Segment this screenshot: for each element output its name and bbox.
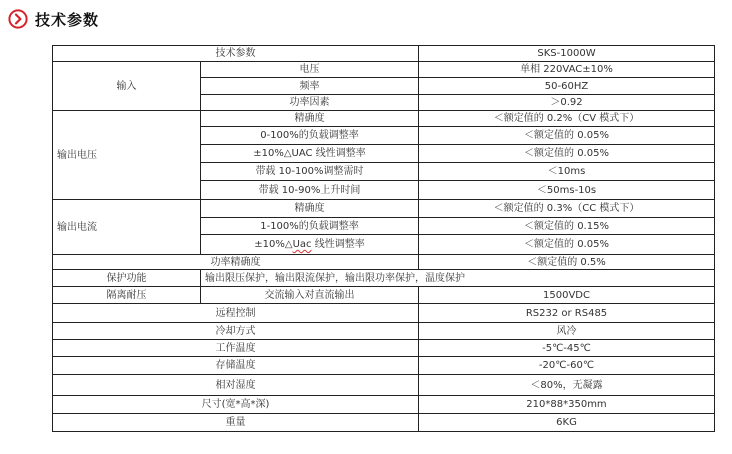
param-label: 尺寸(宽*高*深): [53, 396, 419, 414]
param-value: ＜80%，无凝露: [419, 375, 715, 396]
spellcheck-underlined-text: Uac: [292, 239, 312, 250]
section-title: 技术参数: [35, 10, 100, 29]
param-value: -20℃-60℃: [419, 357, 715, 375]
param-value: ＜50ms-10s: [419, 181, 715, 200]
param-value: ＞0.92: [419, 95, 715, 111]
table-row: [53, 111, 715, 127]
param-value: 50-60HZ: [419, 78, 715, 95]
param-value: ＜额定值的 0.5%: [419, 255, 715, 270]
spec-table: [52, 45, 715, 432]
table-row: [53, 414, 715, 432]
param-value: ＜10ms: [419, 163, 715, 181]
table-row: [53, 340, 715, 357]
param-value: 1500VDC: [419, 287, 715, 304]
param-label: 精确度: [201, 200, 419, 218]
param-label: 带载 10-90%上升时间: [201, 181, 419, 200]
group-cell-output-current: 输出电流: [53, 200, 201, 255]
param-label: [201, 235, 419, 255]
group-cell-output-voltage: 输出电压: [53, 111, 201, 200]
table-row: [53, 357, 715, 375]
param-value: ＜额定值的 0.2%（CV 模式下）: [419, 111, 715, 127]
param-label: 存储温度: [53, 357, 419, 375]
param-label: 工作温度: [53, 340, 419, 357]
header-model-cell: SKS-1000W: [419, 46, 715, 62]
chevron-right-circle-icon: [8, 9, 28, 29]
param-label: 精确度: [201, 111, 419, 127]
param-label: 冷却方式: [53, 323, 419, 340]
param-value: ＜额定值的 0.05%: [419, 235, 715, 255]
param-value: 风冷: [419, 323, 715, 340]
param-sub-label: 交流输入对直流输出: [201, 287, 419, 304]
group-cell-input: 输入: [53, 62, 201, 111]
param-value: 210*88*350mm: [419, 396, 715, 414]
param-value: -5℃-45℃: [419, 340, 715, 357]
param-value: 单相 220VAC±10%: [419, 62, 715, 78]
table-row: [53, 62, 715, 78]
param-label: 0-100%的负载调整率: [201, 127, 419, 145]
param-label: 频率: [201, 78, 419, 95]
param-label: 相对湿度: [53, 375, 419, 396]
param-label: 隔离耐压: [53, 287, 201, 304]
param-label: 功率精确度: [53, 255, 419, 270]
label-suffix: 线性调整率: [311, 239, 365, 250]
label-prefix: ±10%△: [254, 239, 293, 250]
param-value: ＜额定值的 0.05%: [419, 127, 715, 145]
table-row: [53, 287, 715, 304]
table-row: [53, 375, 715, 396]
table-header-row: [53, 46, 715, 62]
param-label: 1-100%的负载调整率: [201, 218, 419, 235]
section-header: [8, 8, 99, 30]
table-row: [53, 304, 715, 323]
param-value: ＜额定值的 0.05%: [419, 145, 715, 163]
param-value: ＜额定值的 0.15%: [419, 218, 715, 235]
table-row: [53, 270, 715, 287]
table-row: [53, 396, 715, 414]
table-row: [53, 255, 715, 270]
param-label: 保护功能: [53, 270, 201, 287]
param-label: ±10%△UAC 线性调整率: [201, 145, 419, 163]
param-label: 功率因素: [201, 95, 419, 111]
param-value: 6KG: [419, 414, 715, 432]
header-label-cell: 技术参数: [53, 46, 419, 62]
param-value: ＜额定值的 0.3%（CC 模式下）: [419, 200, 715, 218]
param-value: 输出限压保护，输出限流保护，输出限功率保护，温度保护: [201, 270, 715, 287]
table-row: [53, 323, 715, 340]
param-value: RS232 or RS485: [419, 304, 715, 323]
table-row: [53, 200, 715, 218]
param-label: 重量: [53, 414, 419, 432]
param-label: 带载 10-100%调整需时: [201, 163, 419, 181]
param-label: 远程控制: [53, 304, 419, 323]
param-label: 电压: [201, 62, 419, 78]
